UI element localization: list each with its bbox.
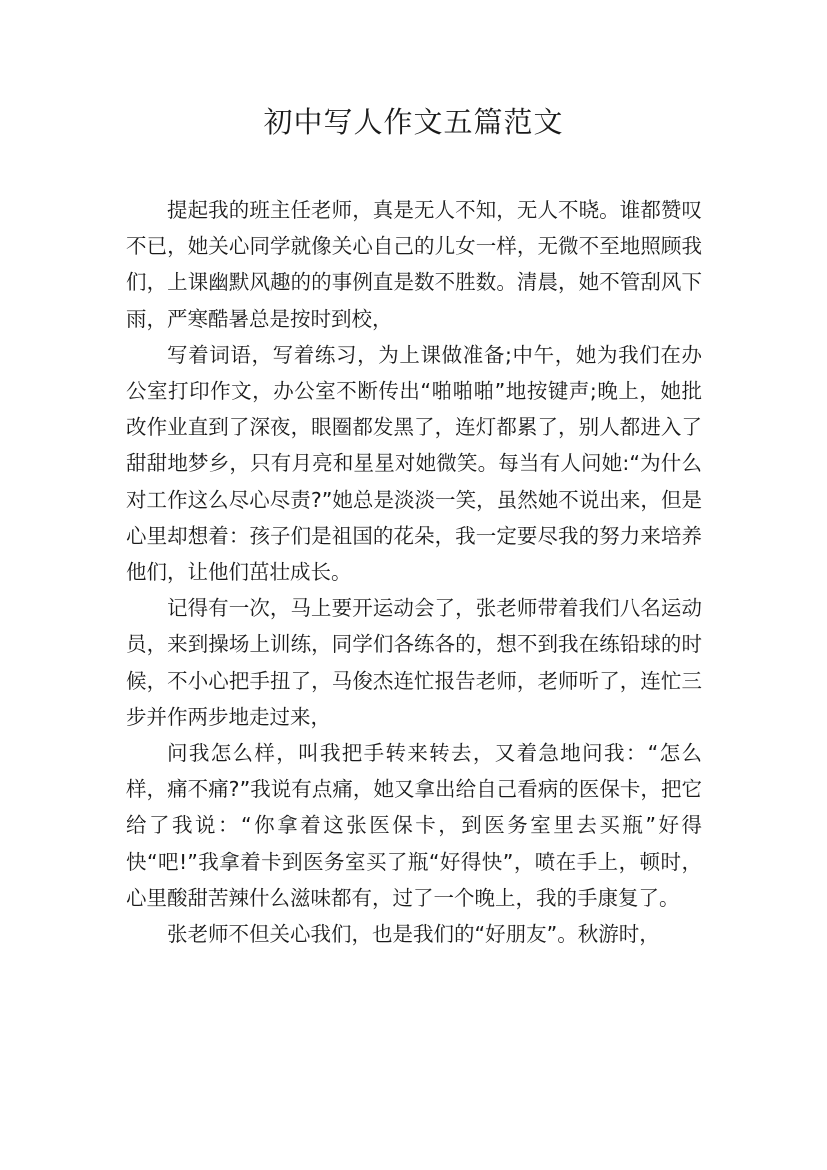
document-body <box>126 192 702 952</box>
paragraph: 提起我的班主任老师，真是无人不知，无人不晓。谁都赞叹不已，她关心同学就像关心自己的儿女一样，无微不至地照顾我们，上课幽默风趣的的事例直是数不胜数。清晨，她不管刮风下雨，严寒酷暑总是按时到校， <box>126 198 702 331</box>
paragraph: 记得有一次，马上要开运动会了，张老师带着我们八名运动员，来到操场上训练，同学们各练各的，想不到我在练铅球的时候，不小心把手扭了，马俊杰连忙报告老师，老师听了，连忙三步并作两步地走过来， <box>126 596 702 729</box>
document-title: 初中写人作文五篇范文 <box>263 105 564 139</box>
paragraph: 张老师不但关心我们，也是我们的“好朋友”。秋游时， <box>167 922 660 947</box>
paragraph: 问我怎么样，叫我把手转来转去，又着急地问我：“怎么样，痛不痛?”我说有点痛，她又拿出给自己看病的医保卡，把它给了我说：“你拿着这张医保卡，到医务室里去买瓶”好得快“吧!”我拿着卡到医务室买了瓶“好得快”，喷在手上，顿时，心里酸甜苦辣什么滋味都有，过了一个晚上，我的手康复了。 <box>126 741 702 910</box>
paragraph: 写着词语，写着练习，为上课做准备;中午，她为我们在办公室打印作文，办公室不断传出“啪啪啪”地按键声;晚上，她批改作业直到了深夜，眼圈都发黑了，连灯都累了，别人都进入了甜甜地梦乡，只有月亮和星星对她微笑。每当有人问她:“为什么对工作这么尽心尽责?”她总是淡淡一笑，虽然她不说出来，但是心里却想着：孩子们是祖国的花朵，我一定要尽我的努力来培养他们，让他们茁壮成长。 <box>126 342 702 585</box>
